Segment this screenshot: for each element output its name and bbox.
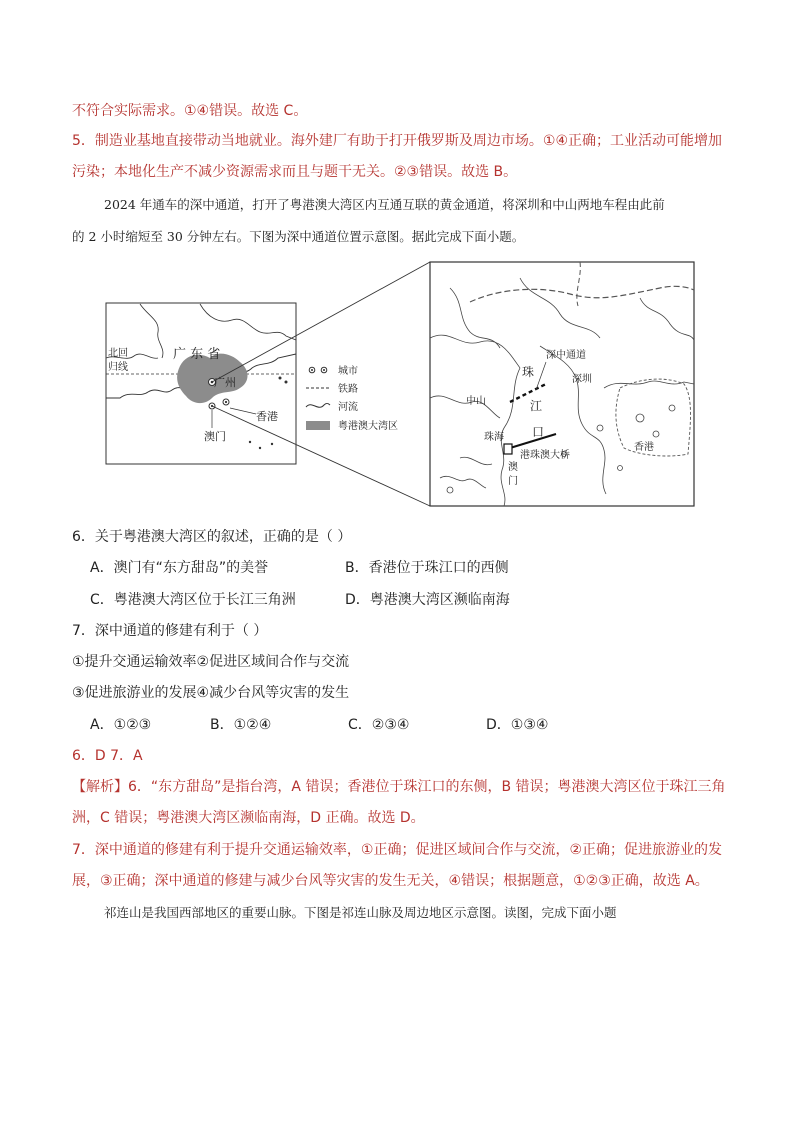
guangzhou-label: 广州 <box>214 376 236 389</box>
q6-option-c: C．粤港澳大湾区位于长江三角洲 <box>90 592 296 608</box>
q7-option-d: D．①③④ <box>486 717 549 733</box>
intro-line-2: 的 2 小时缩短至 30 分钟左右。下图为深中通道位置示意图。据此完成下面小题。 <box>72 229 525 244</box>
q7-option-c: C．②③④ <box>348 717 410 733</box>
intro-line-1: 2024 年通车的深中通道，打开了粤港澳大湾区内互通互联的黄金通道，将深圳和中山两地车程由此前 <box>104 197 665 212</box>
q7-option-b: B．①②④ <box>210 717 272 733</box>
shenzhen-label: 深圳 <box>572 374 592 385</box>
explanation-7-line-1: 7．深中通道的修建有利于提升交通运输效率，①正确；促进区域间合作与交流，②正确；促进旅游业的发 <box>72 842 723 858</box>
explanation-6-text: 6．“东方甜岛”是指台湾，A 错误；香港位于珠江口的东侧，B 错误；粤港澳大湾区位于珠江三角 <box>128 779 726 795</box>
q6-option-d: D．粤港澳大湾区濒临南海 <box>345 592 510 608</box>
jiang-label: 江 <box>530 399 543 413</box>
shenzhong-tunnel-map <box>100 258 700 510</box>
inset-hongkong-label: 香港 <box>634 442 654 453</box>
river-icon <box>306 403 330 407</box>
q7-statements-2: ③促进旅游业的发展④减少台风等灾害的发生 <box>72 685 350 701</box>
bridge-label: 港珠澳大桥 <box>520 450 570 461</box>
zhongshan-label: 中山 <box>466 396 486 407</box>
q7-statements-1: ①提升交通运输效率②促进区域间合作与交流 <box>72 654 350 670</box>
legend-city-label: 城市 <box>338 366 358 377</box>
macau-label: 澳门 <box>204 430 226 443</box>
zhuhai-label: 珠海 <box>484 432 504 443</box>
q5-answer-line-1: 5．制造业基地直接带动当地就业。海外建厂有助于打开俄罗斯及周边市场。①④正确；工业活动可能增加 <box>72 133 723 149</box>
province-label: 广 东 省 <box>173 347 221 362</box>
q7-stem: 7．深中通道的修建有利于（ ） <box>72 623 268 639</box>
tunnel-label: 深中通道 <box>546 350 586 361</box>
inset-map-frame <box>430 262 694 506</box>
tropic-label-2: 归线 <box>108 362 128 373</box>
tropic-label-1: 北回 <box>108 348 128 359</box>
zhu-label: 珠 <box>522 365 535 379</box>
legend-river-label: 河流 <box>338 402 358 413</box>
macau-label-2: 门 <box>508 476 518 487</box>
bay-area-icon <box>306 421 330 430</box>
q6-option-a: A．澳门有“东方甜岛”的美誉 <box>90 560 269 576</box>
macau-label-1: 澳 <box>508 462 518 473</box>
q5-answer-line-2: 污染；本地化生产不减少资源需求而且与题干无关。②③错误。故选 B。 <box>72 164 518 180</box>
answer-key: 6．D 7．A <box>72 748 143 764</box>
prev-answer-line: 不符合实际需求。①④错误。故选 C。 <box>72 103 308 119</box>
q6-option-b: B．香港位于珠江口的西侧 <box>345 560 509 576</box>
kou-label: 口 <box>532 425 545 439</box>
explanation-6-line-1 <box>72 777 726 797</box>
explanation-6-line-2: 洲，C 错误；粤港澳大湾区濒临南海，D 正确。故选 D。 <box>72 810 425 826</box>
legend-railway-label: 铁路 <box>338 384 358 395</box>
map-legend <box>306 364 398 432</box>
hongkong-label: 香港 <box>256 410 278 423</box>
legend-bay-area-label: 粤港澳大湾区 <box>338 421 398 432</box>
q6-stem: 6．关于粤港澳大湾区的叙述，正确的是（ ） <box>72 529 352 545</box>
next-intro: 祁连山是我国西部地区的重要山脉。下图是祁连山脉及周边地区示意图。读图，完成下面小题 <box>104 905 617 920</box>
q7-option-a: A．①②③ <box>90 717 152 733</box>
explanation-label: 【解析】 <box>72 779 128 795</box>
explanation-7-line-2: 展，③正确；深中通道的修建与减少台风等灾害的发生无关，④错误；根据题意，①②③正确，故选 A。 <box>72 873 709 889</box>
